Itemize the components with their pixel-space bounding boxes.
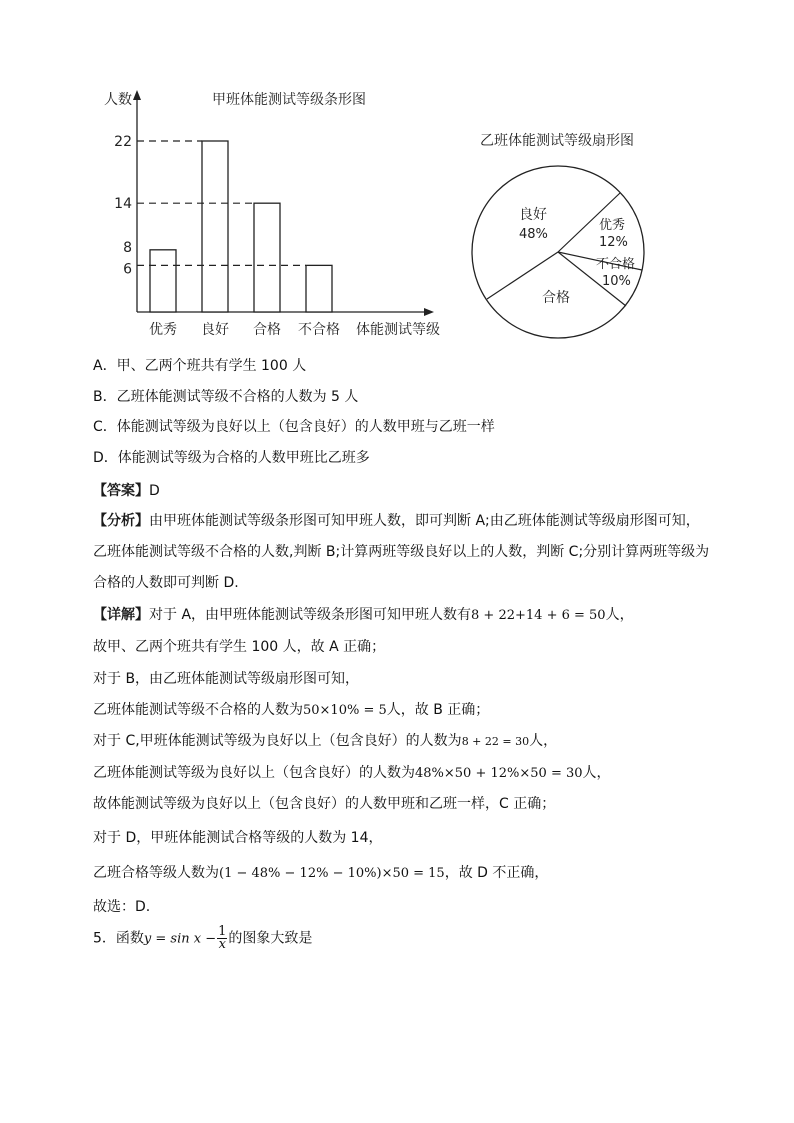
detail-formula-4: 50×10% = 5 <box>303 703 387 718</box>
slice-label-excellent: 优秀 <box>599 218 626 233</box>
bar-chart-title: 甲班体能测试等级条形图 <box>212 92 366 108</box>
option-a: A．甲、乙两个班共有学生 100 人 <box>93 358 307 374</box>
y-tick-labels-group <box>114 134 132 277</box>
detail-text-5-post: 人， <box>529 733 558 749</box>
detail-line-8: 对于 D，甲班体能测试合格等级的人数为 14， <box>93 830 383 846</box>
option-d: D．体能测试等级为合格的人数甲班比乙班多 <box>93 450 370 466</box>
slice-label-good: 良好 <box>519 207 547 223</box>
question-5-formula: y = sin x − <box>143 931 217 947</box>
detail-text-4-post: 人，故 B 正确； <box>386 702 490 718</box>
detail-line-1 <box>93 604 634 624</box>
bars-group <box>150 141 332 312</box>
x-category-label-pass: 合格 <box>253 322 281 338</box>
detail-tag: 【详解】 <box>93 607 149 623</box>
fraction-numerator: 1 <box>218 924 227 939</box>
detail-formula-5: 8 + 22 = 30 <box>461 735 530 748</box>
option-c: C．体能测试等级为良好以上（包含良好）的人数甲班与乙班一样 <box>93 419 495 435</box>
pie-chart <box>472 132 644 338</box>
detail-text-4: 乙班体能测试等级不合格的人数为 <box>93 702 303 718</box>
slice-pct-excellent: 12% <box>599 235 628 250</box>
bar-chart <box>104 90 440 338</box>
x-axis-arrow-icon <box>424 308 434 316</box>
bar-pass <box>254 203 280 312</box>
detail-line-3: 对于 B，由乙班体能测试等级扇形图可知， <box>93 671 360 687</box>
y-axis-label: 人数 <box>104 92 132 108</box>
question-5-prefix: 5．函数 <box>93 930 144 947</box>
x-category-label-excellent: 优秀 <box>149 322 177 338</box>
y-tick-label-14: 14 <box>114 196 132 213</box>
detail-text-9: 乙班合格等级人数为 <box>93 865 219 881</box>
detail-line-4 <box>93 699 489 719</box>
x-category-label-fail: 不合格 <box>298 322 340 338</box>
detail-text-9-post: ，故 D 不正确， <box>444 865 549 881</box>
x-axis-label: 体能测试等级 <box>356 322 440 338</box>
pie-chart-title: 乙班体能测试等级扇形图 <box>480 133 634 149</box>
bar-fail <box>306 265 332 312</box>
fraction-denominator: x <box>218 937 226 952</box>
analysis-line-1 <box>93 510 700 530</box>
answer-line <box>93 480 160 500</box>
detail-line-9 <box>93 862 548 882</box>
bar-excellent <box>150 250 176 312</box>
detail-text-1: 对于 A，由甲班体能测试等级条形图可知甲班人数有 <box>149 607 472 623</box>
detail-formula-6: 48%×50 + 12%×50 = 30 <box>415 766 583 781</box>
detail-line-10: 故选：D. <box>93 899 151 915</box>
slice-pct-fail: 10% <box>602 274 631 289</box>
y-axis-arrow-icon <box>133 90 141 100</box>
y-tick-label-22: 22 <box>114 134 132 150</box>
detail-line-2: 故甲、乙两个班共有学生 100 人，故 A 正确； <box>93 639 386 655</box>
y-tick-label-6: 6 <box>123 261 132 278</box>
detail-text-6-post: 人， <box>582 765 611 781</box>
question-5-suffix: 的图象大致是 <box>228 930 313 947</box>
detail-line-6 <box>93 762 611 782</box>
detail-text-5: 对于 C,甲班体能测试等级为良好以上（包含良好）的人数为 <box>93 733 462 749</box>
bar-good <box>202 141 228 312</box>
answer-value: D <box>149 483 160 499</box>
y-tick-label-8: 8 <box>123 239 132 256</box>
x-category-labels-group <box>149 321 340 338</box>
question-5-fraction <box>217 926 227 951</box>
answer-tag: 【答案】 <box>93 483 149 499</box>
analysis-tag: 【分析】 <box>93 513 149 529</box>
slice-pct-good: 48% <box>519 227 548 242</box>
detail-text-6: 乙班体能测试等级为良好以上（包含良好）的人数为 <box>93 765 415 781</box>
analysis-line-3: 合格的人数即可判断 D. <box>93 575 239 591</box>
detail-text-1-post: 人， <box>605 607 634 623</box>
figure-area <box>0 0 794 350</box>
detail-formula-1: 8 + 22+14 + 6 = 50 <box>471 608 606 623</box>
analysis-text-1: 由甲班体能测试等级条形图可知甲班人数，即可判断 A;由乙班体能测试等级扇形图可知， <box>149 513 700 529</box>
slice-label-fail: 不合格 <box>596 257 636 272</box>
slice-label-pass: 合格 <box>542 290 570 306</box>
analysis-line-2: 乙班体能测试等级不合格的人数,判断 B;计算两班等级良好以上的人数，判断 C;分别计算两班等级为 <box>93 544 710 560</box>
option-b: B．乙班体能测试等级不合格的人数为 5 人 <box>93 389 359 405</box>
detail-line-7: 故体能测试等级为良好以上（包含良好）的人数甲班和乙班一样，C 正确； <box>93 796 556 812</box>
question-5 <box>93 926 312 951</box>
detail-line-5 <box>93 730 557 750</box>
x-category-label-good: 良好 <box>201 322 229 338</box>
detail-formula-9: (1 − 48% − 12% − 10%)×50 = 15 <box>219 866 445 881</box>
